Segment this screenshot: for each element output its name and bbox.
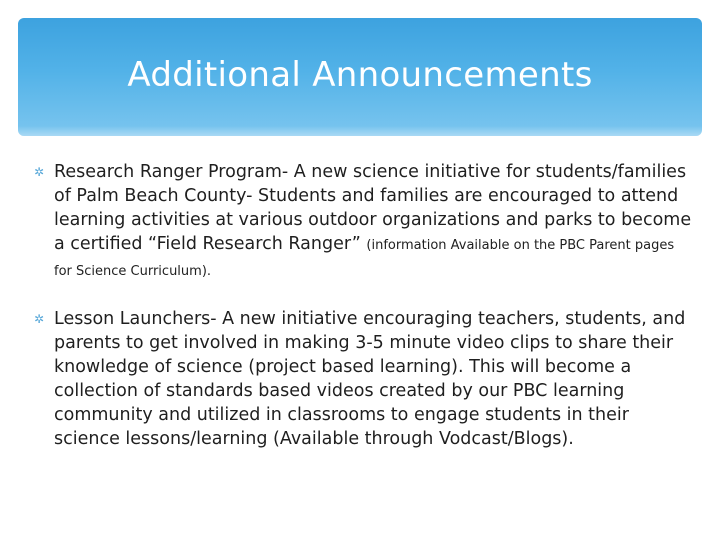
bullet-item-lesson-launchers <box>32 307 692 451</box>
bullet-item-research-ranger <box>32 160 692 284</box>
asterisk-bullet-icon: ✲ <box>33 312 45 326</box>
bullet-text: Research Ranger Program- A new science initiative for students/families of Palm Beach County- Students and families are encouraged to attend learning activities at various outdoor organizations and parks to become a certified “Field Research Ranger” <box>54 162 692 254</box>
bullet-note: (information Available on the PBC Parent pages for Science Curriculum). <box>54 238 675 279</box>
slide-title: Additional Announcements <box>127 55 593 95</box>
bullet-text: Lesson Launchers- A new initiative encouraging teachers, students, and parents to get involved in making 3-5 minute video clips to share their knowledge of science (project based learning). This will become a collection of standards based videos created by our PBC learning community and utilized in classrooms to engage students in their science lessons/learning (Available through Vodcast/Blogs). <box>54 309 686 449</box>
bullet-list <box>32 160 692 451</box>
asterisk-bullet-icon: ✲ <box>33 165 45 179</box>
